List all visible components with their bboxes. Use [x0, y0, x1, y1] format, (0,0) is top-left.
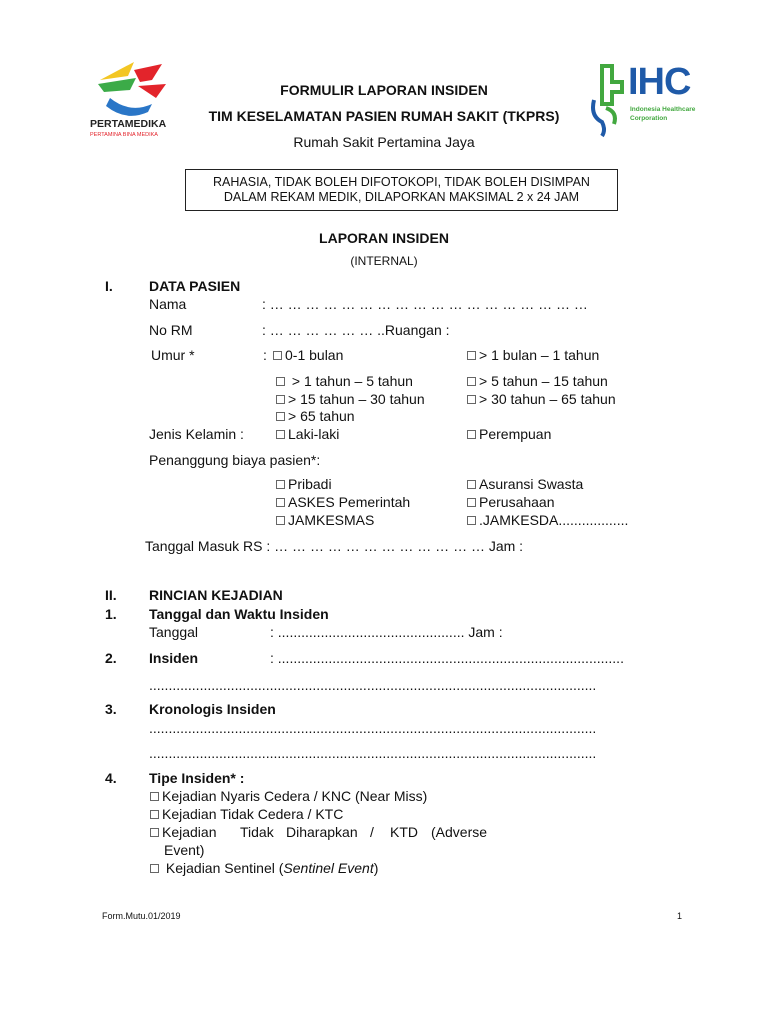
biaya-label: Penanggung biaya pasien*: [149, 452, 321, 468]
checkbox-icon[interactable] [150, 810, 159, 819]
section-1-number: I. [105, 278, 113, 294]
item-1-number: 1. [105, 606, 117, 622]
section-2-title: RINCIAN KEJADIAN [149, 587, 283, 603]
item-1-title: Tanggal dan Waktu Insiden [149, 606, 329, 622]
tanggal-label: Tanggal [149, 624, 199, 640]
tipe-option[interactable]: Kejadian Sentinel (Sentinel Event) [150, 860, 378, 876]
jenis-kelamin-label: Jenis Kelamin : [149, 426, 244, 442]
jk-option[interactable]: Laki-laki [276, 426, 339, 442]
confidential-notice [185, 169, 618, 211]
item-2-number: 2. [105, 650, 117, 666]
tipe-option[interactable]: Kejadian Tidak Cedera / KTC [150, 806, 343, 822]
biaya-option[interactable]: Pribadi [276, 476, 332, 492]
nama-label: Nama [149, 296, 187, 312]
ihc-logo [588, 60, 698, 140]
biaya-option[interactable]: Asuransi Swasta [467, 476, 583, 492]
section-2-number: II. [105, 587, 117, 603]
form-title: FORMULIR LAPORAN INSIDEN [280, 82, 488, 98]
item-2-title: Insiden [149, 650, 199, 666]
umur-option[interactable]: > 5 tahun – 15 tahun [467, 373, 608, 389]
ihc-sub2: Corporation [630, 115, 668, 122]
form-code: Form.Mutu.01/2019 [102, 911, 181, 921]
pertamedika-logo [90, 58, 170, 142]
tipe3-word: Tidak [240, 824, 274, 840]
checkbox-icon[interactable] [467, 377, 476, 386]
norm-field[interactable]: : … … … … … … ..Ruangan : [262, 322, 450, 338]
checkbox-icon[interactable] [276, 516, 285, 525]
nama-field[interactable]: : … … … … … … … … … … … … … … … … … … [262, 296, 588, 312]
report-title: LAPORAN INSIDEN [319, 230, 449, 246]
notice-line-1: RAHASIA, TIDAK BOLEH DIFOTOKOPI, TIDAK BOLEH DISIMPAN [213, 175, 590, 189]
umur-option[interactable]: > 1 tahun – 5 tahun [276, 373, 413, 389]
jk-option[interactable]: Perempuan [467, 426, 551, 442]
ihc-emblem-icon [588, 60, 628, 138]
insiden-field-line-1[interactable]: : ......................................................................................... [270, 650, 624, 666]
biaya-option[interactable]: JAMKESMAS [276, 512, 374, 528]
umur-label: Umur * [151, 347, 195, 363]
checkbox-icon[interactable] [467, 480, 476, 489]
umur-option[interactable]: > 15 tahun – 30 tahun [276, 391, 425, 407]
checkbox-icon[interactable] [467, 516, 476, 525]
tipe3-word: Event) [164, 842, 205, 858]
item-4-title: Tipe Insiden* : [149, 770, 245, 786]
umur-option[interactable]: 0-1 bulan [273, 347, 343, 363]
report-subtitle: (INTERNAL) [350, 254, 418, 268]
tipe3-word: Diharapkan [286, 824, 358, 840]
checkbox-icon[interactable] [276, 498, 285, 507]
umur-option[interactable]: > 1 bulan – 1 tahun [467, 347, 599, 363]
tanggal-masuk-field[interactable]: Tanggal Masuk RS : … … … … … … … … … … … … Jam : [145, 538, 524, 554]
pertamedika-sub: PERTAMINA BINA MEDIKA [90, 132, 158, 138]
checkbox-icon[interactable] [467, 430, 476, 439]
tipe3-word: KTD [390, 824, 418, 840]
checkbox-icon[interactable] [276, 430, 285, 439]
checkbox-icon[interactable] [276, 412, 285, 421]
item-3-title: Kronologis Insiden [149, 701, 276, 717]
umur-colon: : [263, 347, 267, 363]
tipe-option[interactable]: Kejadian [150, 824, 217, 840]
checkbox-icon[interactable] [467, 351, 476, 360]
item-3-number: 3. [105, 701, 117, 717]
notice-line-2: DALAM REKAM MEDIK, DILAPORKAN MAKSIMAL 2 x 24 JAM [223, 190, 580, 204]
umur-option[interactable]: > 65 tahun [276, 408, 355, 424]
tipe-option[interactable]: Kejadian Nyaris Cedera / KNC (Near Miss) [150, 788, 427, 804]
norm-label: No RM [149, 322, 193, 338]
checkbox-icon[interactable] [150, 792, 159, 801]
page-number: 1 [677, 911, 683, 921]
form-subtitle: TIM KESELAMATAN PASIEN RUMAH SAKIT (TKPRS) [208, 108, 560, 124]
kronologis-field-line-2[interactable]: ................................................................................................................... [149, 745, 597, 761]
insiden-field-line-2[interactable]: ................................................................................................................... [149, 677, 597, 693]
checkbox-icon[interactable] [467, 498, 476, 507]
biaya-option[interactable]: Perusahaan [467, 494, 555, 510]
section-1-title: DATA PASIEN [149, 278, 241, 294]
checkbox-icon[interactable] [273, 351, 282, 360]
tipe3-word: (Adverse [431, 824, 488, 840]
umur-option[interactable]: > 30 tahun – 65 tahun [467, 391, 616, 407]
checkbox-icon[interactable] [276, 377, 285, 386]
checkbox-icon[interactable] [150, 828, 159, 837]
hospital-name: Rumah Sakit Pertamina Jaya [293, 134, 475, 150]
tanggal-field[interactable]: : ................................................ Jam : [270, 624, 503, 640]
ihc-name: IHC [628, 61, 691, 103]
checkbox-icon[interactable] [276, 395, 285, 404]
tipe3-word: / [370, 824, 374, 840]
biaya-option[interactable]: ASKES Pemerintah [276, 494, 410, 510]
checkbox-icon[interactable] [150, 864, 159, 873]
biaya-option[interactable]: .JAMKESDA.................. [467, 512, 628, 528]
checkbox-icon[interactable] [276, 480, 285, 489]
ihc-sub1: Indonesia Healthcare [630, 106, 696, 113]
item-4-number: 4. [105, 770, 117, 786]
pertamedika-name: PERTAMEDIKA [90, 118, 167, 130]
kronologis-field-line-1[interactable]: ................................................................................................................... [149, 720, 597, 736]
checkbox-icon[interactable] [467, 395, 476, 404]
